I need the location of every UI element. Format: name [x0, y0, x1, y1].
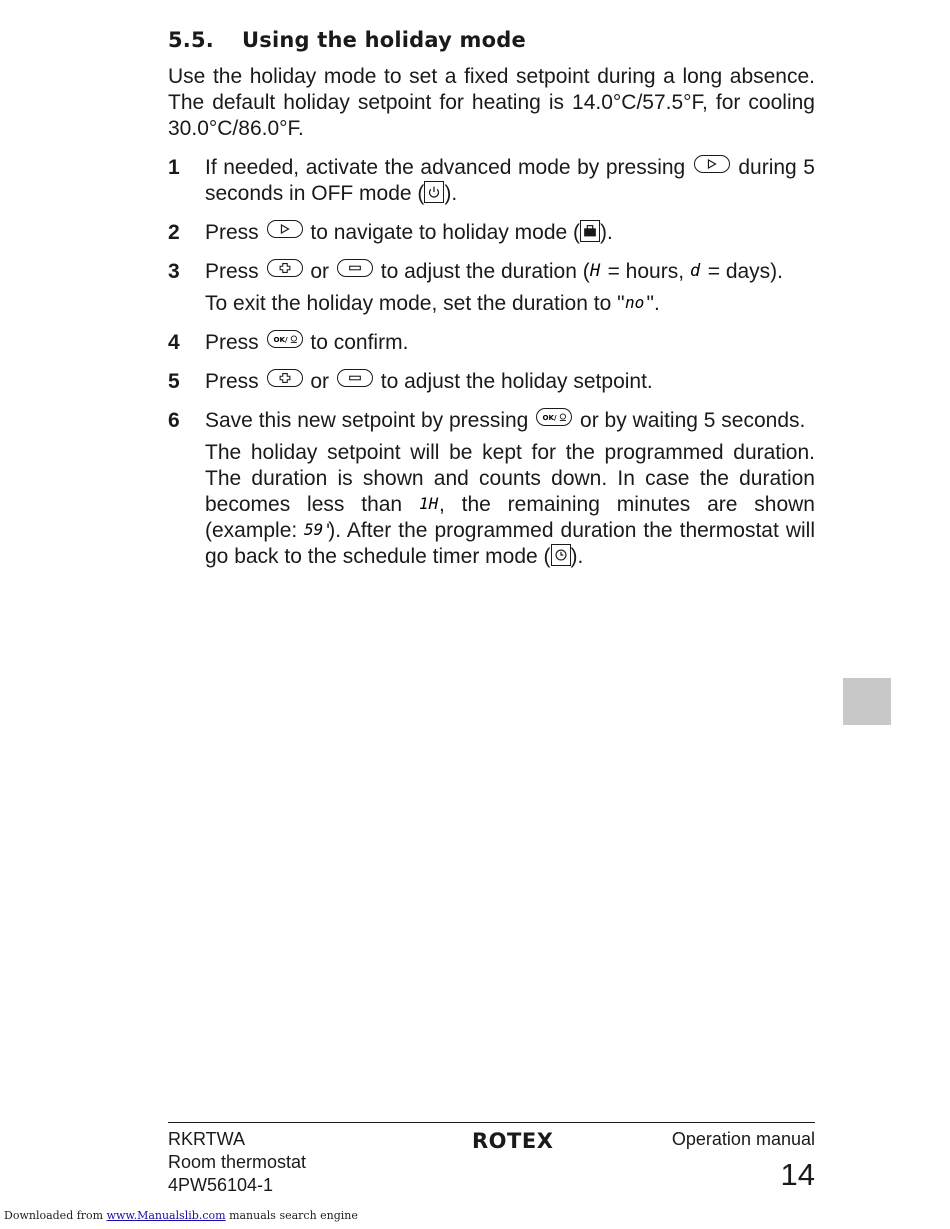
step-text: Press	[205, 260, 259, 283]
ok-label: OK/	[272, 335, 288, 345]
step-text: Press	[205, 221, 259, 244]
section-title: Using the holiday mode	[242, 28, 526, 52]
step-6	[168, 408, 815, 570]
lcd-hours-symbol	[590, 260, 602, 280]
logo-text: ROTEX	[472, 1129, 554, 1153]
subtext-part: To exit the holiday mode, set the duration to "	[205, 292, 625, 315]
chapter-side-tab	[843, 678, 891, 725]
step-3	[168, 259, 815, 317]
right-arrow-button-icon	[267, 220, 303, 238]
lcd-one-hour-text: 1H	[418, 494, 439, 513]
step-number: 3	[168, 260, 180, 283]
suitcase-icon	[580, 220, 600, 242]
subtext-part: The holiday setpoint will be kept for the programmed duration. The duration is shown and counts down. In case the duration becomes less than	[205, 441, 815, 516]
step-text: ).	[444, 182, 458, 205]
step-text: to adjust the holiday setpoint.	[380, 370, 653, 393]
lcd-no-text: no	[624, 293, 644, 312]
lcd-hours-text: H	[589, 261, 600, 281]
section-number: 5.5.	[168, 28, 214, 52]
section-heading	[168, 28, 815, 52]
step-text: Press	[205, 370, 259, 393]
subtext-part: , the remaining minutes are shown (example:	[205, 493, 815, 542]
step-text: during 5 seconds in OFF mode (	[205, 156, 815, 205]
download-prefix: Downloaded from	[4, 1209, 104, 1222]
lcd-days-symbol	[690, 260, 702, 280]
rotex-logo	[472, 1129, 554, 1156]
ok-label: OK/	[542, 413, 557, 423]
subtext-part: ".	[646, 292, 660, 315]
step-text: to adjust the duration (	[380, 260, 590, 283]
step-text: or	[310, 370, 330, 393]
step-number: 1	[168, 156, 180, 179]
step-number: 2	[168, 221, 180, 244]
step-subtext	[205, 291, 815, 317]
clock-icon	[551, 544, 571, 566]
step-subtext	[205, 440, 815, 570]
footer-product: Room thermostat	[168, 1152, 307, 1172]
step-5	[168, 369, 815, 395]
minus-button-icon	[337, 369, 373, 387]
step-text: ).	[600, 221, 613, 244]
step-number: 4	[168, 331, 180, 354]
intro-paragraph: Use the holiday mode to set a fixed setpoint during a long absence. The default holiday setpoint for heating is 14.0°C/57.5°F, for cooling 30.0°C/86.0°F.	[168, 65, 815, 140]
manualslib-link[interactable]: www.Manualslib.com	[106, 1209, 226, 1222]
step-text: to navigate to holiday mode (	[310, 221, 581, 244]
download-suffix: manuals search engine	[229, 1209, 358, 1222]
steps-list	[168, 155, 815, 570]
step-number: 6	[168, 409, 180, 432]
step-number: 5	[168, 370, 180, 393]
ok-button-icon	[536, 408, 572, 426]
lcd-no-symbol	[625, 292, 647, 312]
plus-button-icon	[267, 259, 303, 277]
ok-button-icon	[267, 330, 303, 348]
step-text: = hours,	[607, 260, 685, 283]
footer-doc-type: Operation manual	[671, 1129, 815, 1149]
plus-button-icon	[267, 369, 303, 387]
step-text: Save this new setpoint by pressing	[205, 409, 529, 432]
step-text: = days).	[707, 260, 784, 283]
lcd-days-text: d	[689, 261, 701, 281]
right-arrow-button-icon	[694, 155, 730, 173]
power-icon	[424, 181, 444, 203]
lcd-one-hour-symbol	[419, 493, 439, 513]
page-content	[168, 28, 815, 570]
footer-model: RKRTWA	[168, 1129, 246, 1149]
download-note	[4, 1209, 358, 1222]
subtext-part: ). After the programmed duration the thermostat will go back to the schedule timer mode (	[205, 519, 815, 568]
step-2	[168, 220, 815, 246]
footer-code: 4PW56104-1	[168, 1175, 274, 1195]
step-text: to confirm.	[310, 331, 409, 354]
step-1	[168, 155, 815, 207]
subtext-part: ).	[570, 545, 584, 568]
page-number: 14	[780, 1157, 815, 1192]
lcd-minutes-example	[304, 519, 334, 539]
step-text: Press	[205, 331, 259, 354]
footer-product-info	[168, 1128, 306, 1197]
step-text: If needed, activate the advanced mode by pressing	[205, 156, 686, 179]
step-text: or	[310, 260, 330, 283]
minus-button-icon	[337, 259, 373, 277]
step-4	[168, 330, 815, 356]
step-text: or by waiting 5 seconds.	[580, 409, 806, 432]
lcd-minutes-text: 59'	[304, 520, 334, 539]
footer-divider	[168, 1122, 815, 1123]
